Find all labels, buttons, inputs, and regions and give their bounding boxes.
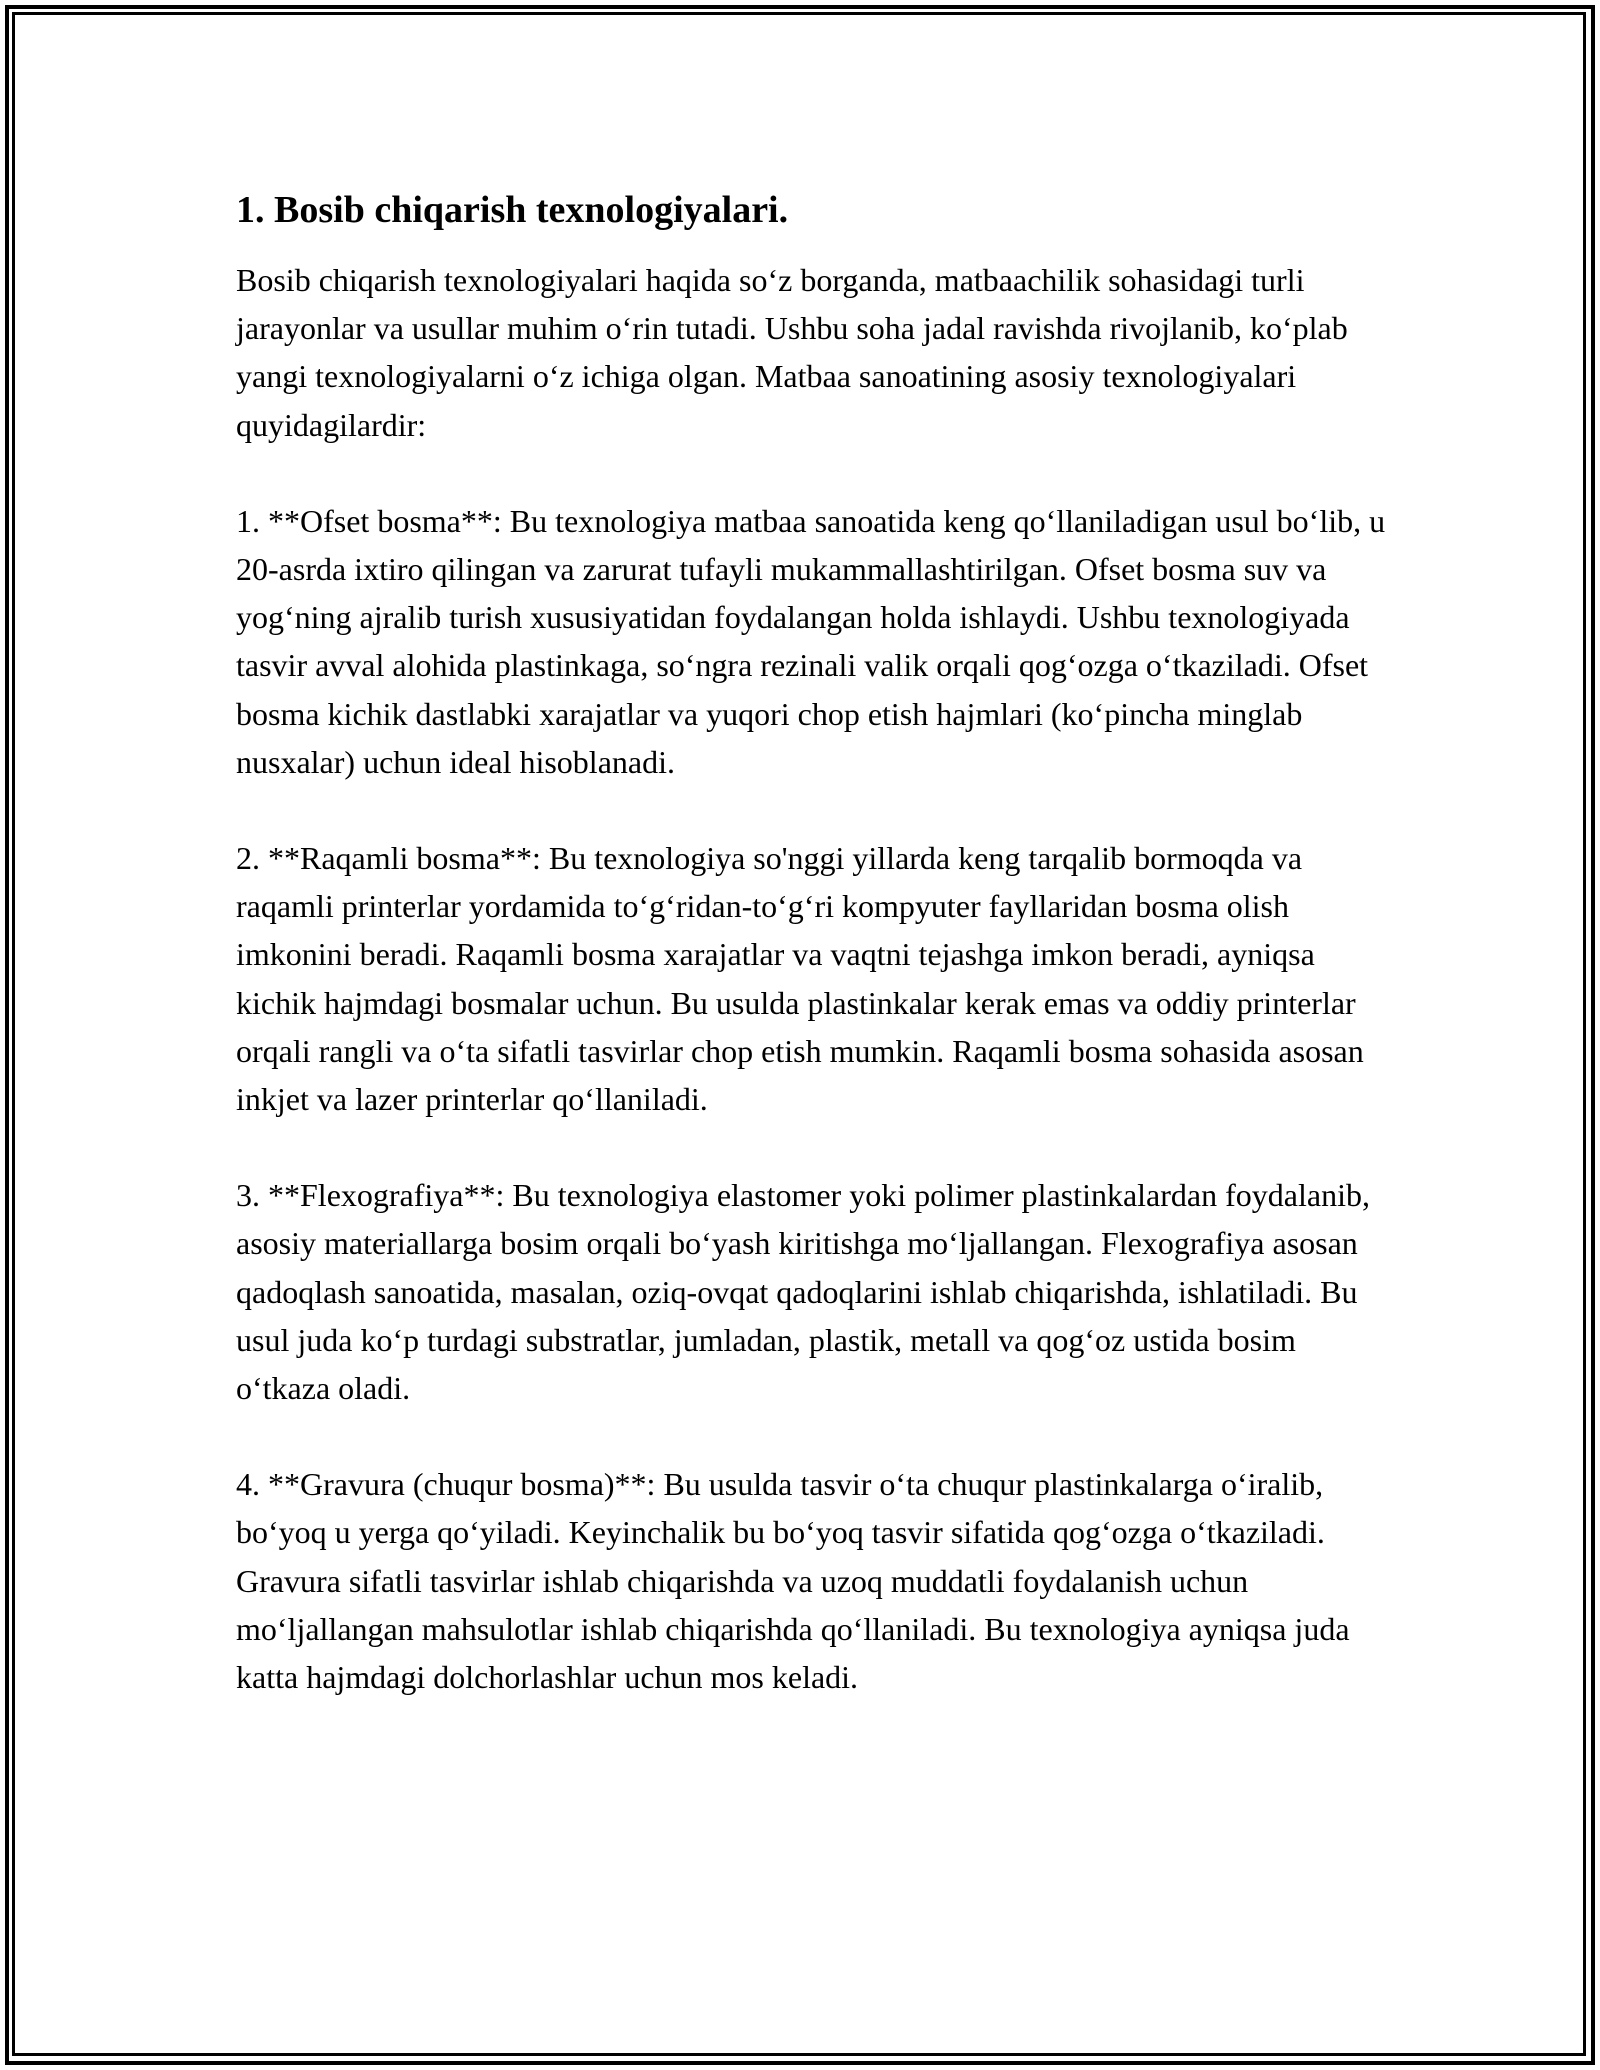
document-title: 1. Bosib chiqarish texnologiyalari.: [236, 189, 789, 231]
offset-printing-paragraph: 1. **Ofset bosma**: Bu texnologiya matbaa sanoatida keng qo‘llaniladigan usul bo‘lib, u 20-asrda ixtiro qilingan va zarurat tufayli mukammallashtirilgan. Ofset bosma suv va yog‘ning ajralib turish xususiyatidan foydalangan holda ishlaydi. Ushbu texnologiyada tasvir avval alohida plastinkaga, so‘ngra rezinali valik orqali qog‘ozga o‘tkaziladi. Ofset bosma kichik dastlabki xarajatlar va yuqori chop etish hajmlari (ko‘pincha minglab nusxalar) uchun ideal hisoblanadi.: [236, 502, 1386, 780]
gravure-paragraph: 4. **Gravura (chuqur bosma)**: Bu usulda tasvir o‘ta chuqur plastinkalarga o‘iralib, bo‘yoq u yerga qo‘yiladi. Keyinchalik bu bo‘yoq tasvir sifatida qog‘ozga o‘tkaziladi. Gravura sifatli tasvirlar ishlab chiqarishda va uzoq muddatli foydalanish uchun mo‘ljallangan mahsulotlar ishlab chiqarishda qo‘llaniladi. Bu texnologiya ayniqsa juda katta hajmdagi dolchorlashlar uchun mos keladi.: [236, 1466, 1350, 1696]
intro-paragraph: Bosib chiqarish texnologiyalari haqida so‘z borganda, matbaachilik sohasidagi turli jarayonlar va usullar muhim o‘rin tutadi. Ushbu soha jadal ravishda rivojlanib, ko‘plab yangi texnologiyalarni o‘z ichiga olgan. Matbaa sanoatining asosiy texnologiyalari quyidagilardir:: [236, 262, 1348, 443]
document-body: [236, 186, 1386, 1701]
digital-printing-paragraph: 2. **Raqamli bosma**: Bu texnologiya so'nggi yillarda keng tarqalib bormoqda va raqamli printerlar yordamida to‘g‘ridan-to‘g‘ri kompyuter fayllaridan bosma olish imkonini beradi. Raqamli bosma xarajatlar va vaqtni tejashga imkon beradi, ayniqsa kichik hajmdagi bosmalar uchun. Bu usulda plastinkalar kerak emas va oddiy printerlar orqali rangli va o‘ta sifatli tasvirlar chop etish mumkin. Raqamli bosma sohasida asosan inkjet va lazer printerlar qo‘llaniladi.: [236, 840, 1364, 1118]
flexography-paragraph: 3. **Flexografiya**: Bu texnologiya elastomer yoki polimer plastinkalardan foydalanib, asosiy materiallarga bosim orqali bo‘yash kiritishga mo‘ljallangan. Flexografiya asosan qadoqlash sanoatida, masalan, oziq-ovqat qadoqlarini ishlab chiqarishda, ishlatiladi. Bu usul juda ko‘p turdagi substratlar, jumladan, plastik, metall va qog‘oz ustida bosim o‘tkaza oladi.: [236, 1177, 1370, 1407]
